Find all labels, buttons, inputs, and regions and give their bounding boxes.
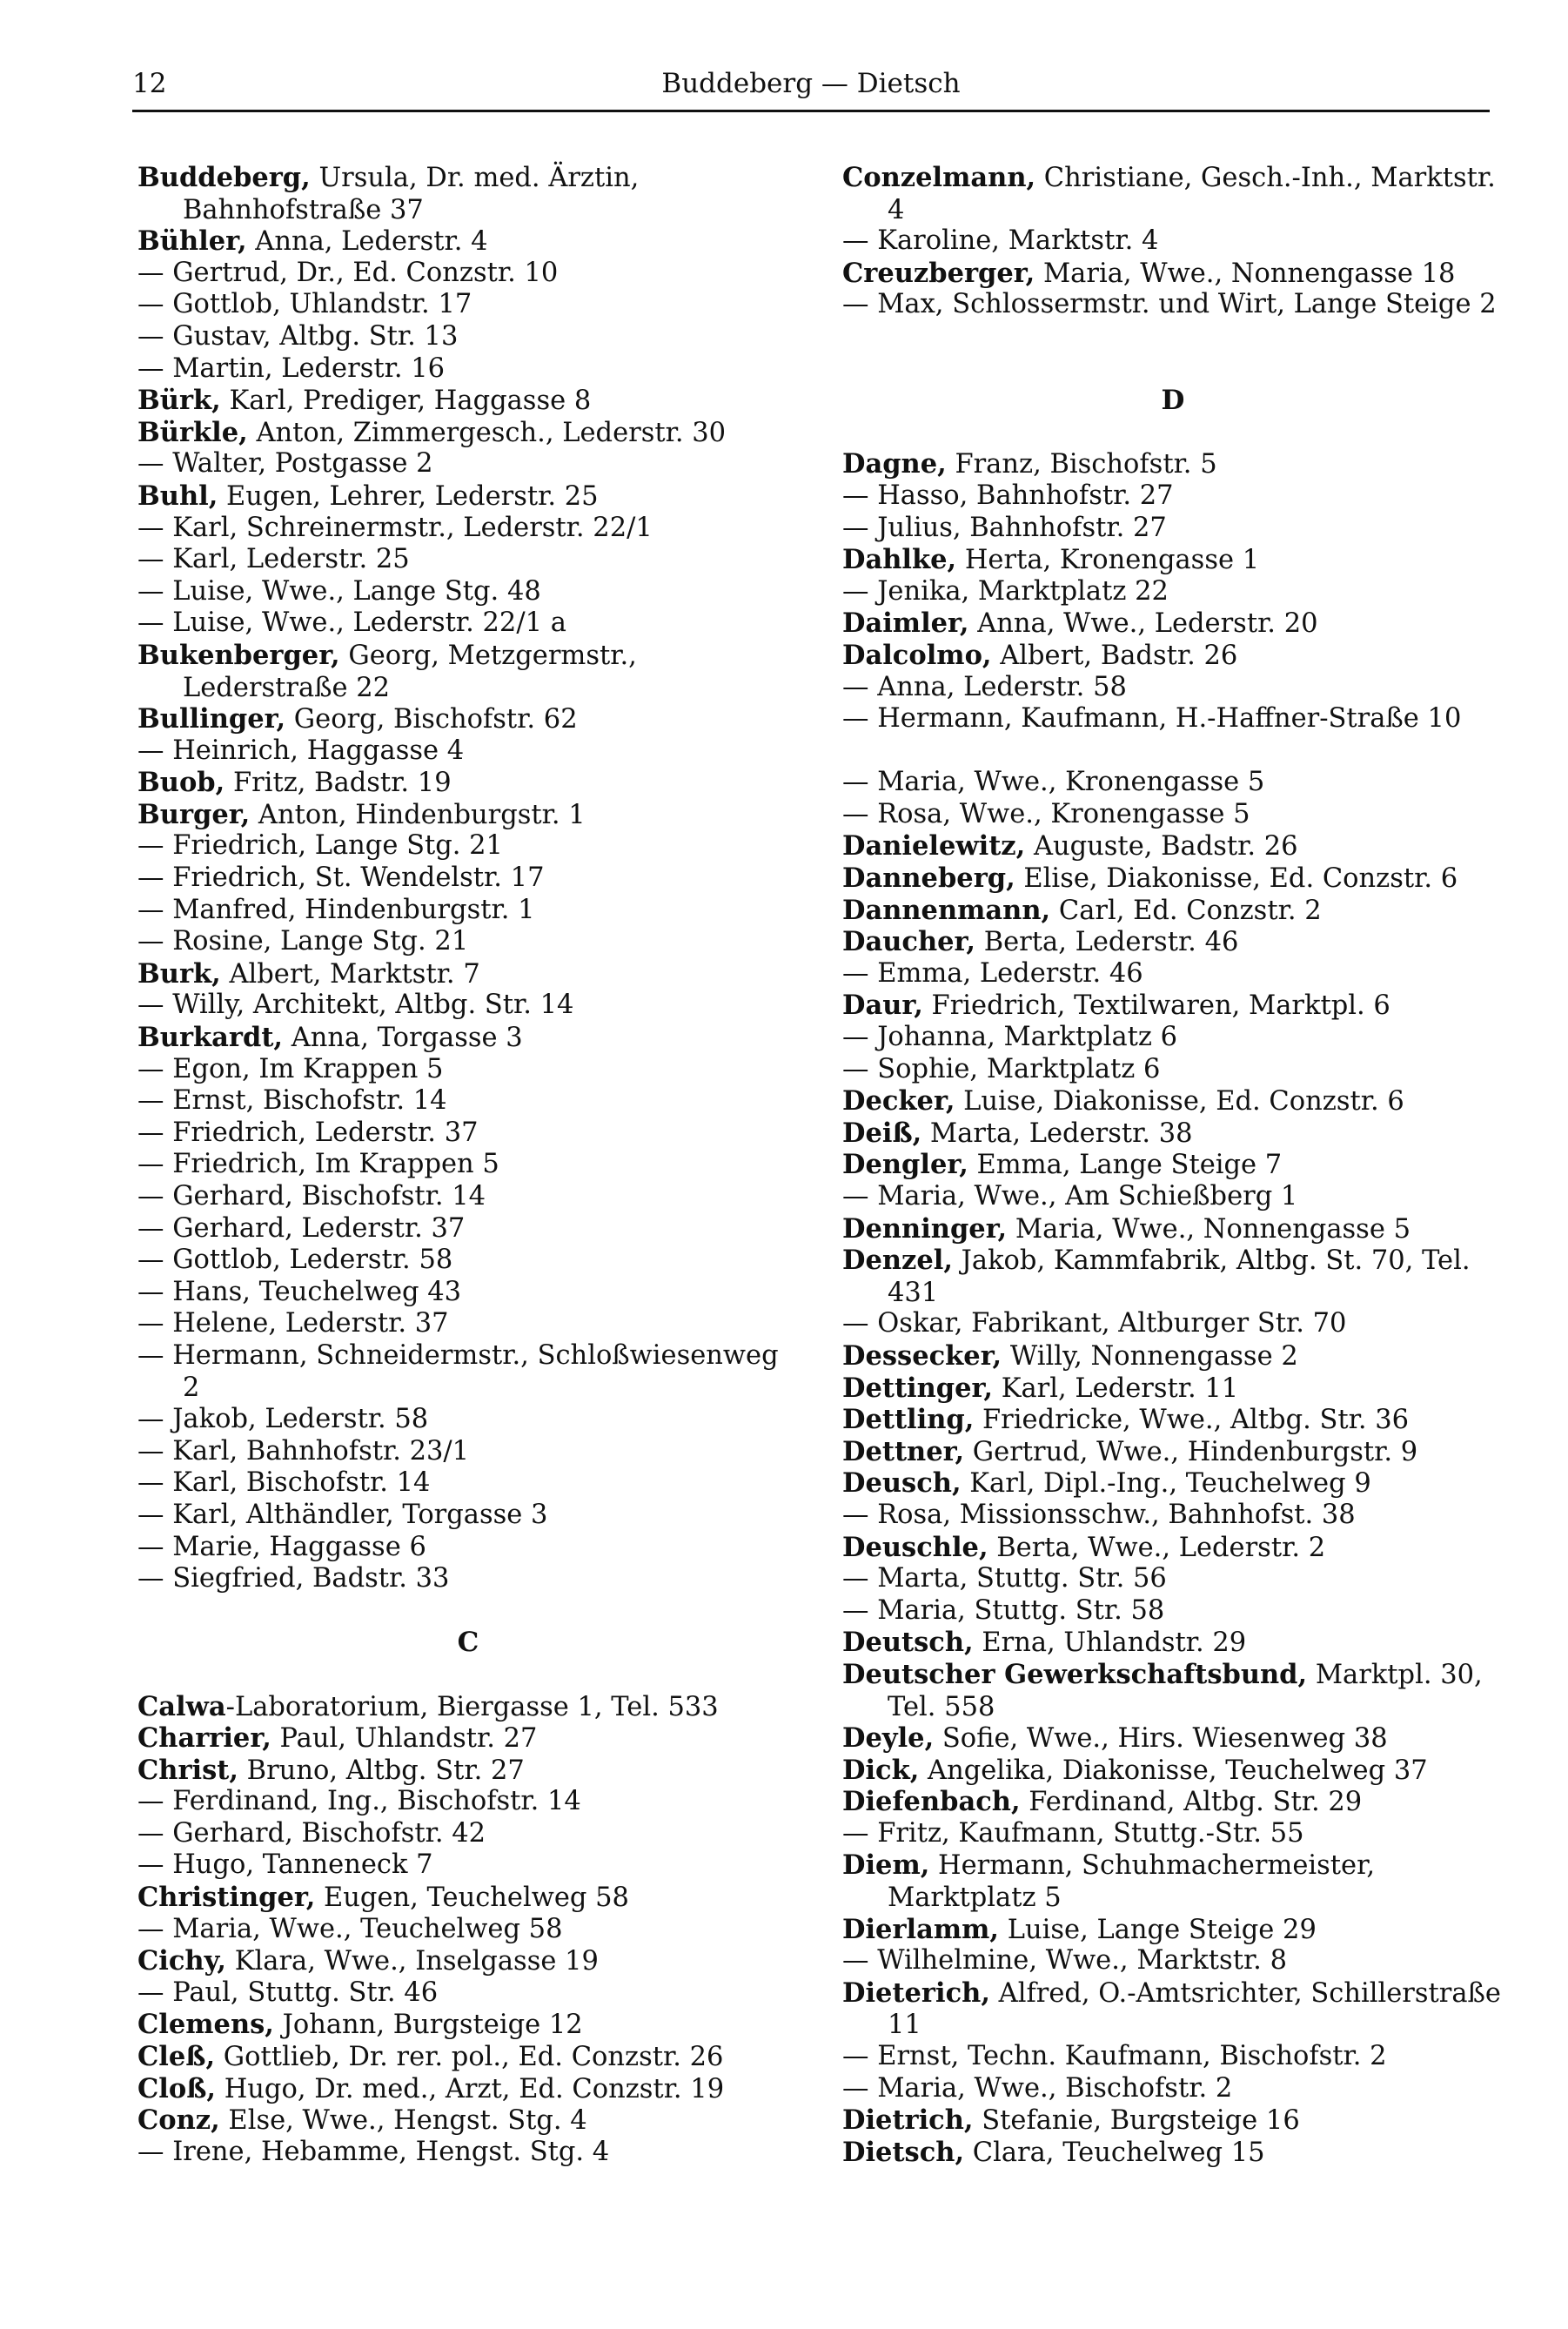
entry-details: — Hermann, Kaufmann, H.-Haffner-Straße 10 bbox=[842, 703, 1462, 735]
entry-surname: Dick, bbox=[842, 1754, 920, 1786]
entry-surname: Deutscher Gewerkschaftsbund, bbox=[842, 1658, 1308, 1690]
directory-entry bbox=[842, 1532, 1504, 1564]
directory-entry bbox=[137, 448, 799, 480]
directory-entry bbox=[137, 1849, 799, 1882]
entry-details: — Rosine, Lange Stg. 21 bbox=[137, 926, 469, 957]
entry-details: Franz, Bischofstr. 5 bbox=[946, 449, 1217, 480]
entry-details: — Karl, Lederstr. 25 bbox=[137, 544, 410, 575]
entry-details: — Sophie, Marktplatz 6 bbox=[842, 1053, 1161, 1084]
entry-details: Anna, Lederstr. 4 bbox=[246, 226, 488, 258]
entry-surname: Buhl, bbox=[137, 480, 218, 512]
entry-details: — Paul, Stuttg. Str. 46 bbox=[137, 1977, 439, 2008]
entry-details: Maria, Wwe., Nonnengasse 18 bbox=[1035, 258, 1456, 289]
entry-surname: Daimler, bbox=[842, 607, 969, 640]
entry-surname: Deutsch, bbox=[842, 1627, 974, 1659]
directory-entry bbox=[842, 672, 1504, 704]
directory-entry bbox=[842, 1659, 1504, 1722]
entry-surname: Christ, bbox=[137, 1754, 238, 1786]
directory-entry bbox=[137, 353, 799, 386]
entry-details: Christiane, Gesch.-Inh., Marktstr. 4 bbox=[888, 163, 1496, 225]
directory-entry bbox=[842, 289, 1504, 352]
directory-entry bbox=[842, 1849, 1504, 1913]
entry-details: — Ernst, Bischofstr. 14 bbox=[137, 1085, 447, 1117]
entry-surname: Cichy, bbox=[137, 1945, 227, 1977]
entry-details: — Irene, Hebamme, Hengst. Stg. 4 bbox=[137, 2136, 610, 2167]
entry-details: Ursula, Dr. med. Ärztin, Bahnhofstraße 37 bbox=[183, 163, 640, 225]
directory-entry bbox=[842, 926, 1504, 958]
directory-entry bbox=[137, 2073, 799, 2105]
directory-entry bbox=[842, 958, 1504, 990]
directory-entry bbox=[842, 2041, 1504, 2073]
entry-surname: Dettling, bbox=[842, 1404, 975, 1436]
entry-details: Luise, Diakonisse, Ed. Conzstr. 6 bbox=[955, 1086, 1404, 1118]
entry-details: Karl, Dipl.-Ing., Teuchelweg 9 bbox=[961, 1468, 1371, 1500]
entry-details: Eugen, Teuchelweg 58 bbox=[315, 1883, 629, 1914]
directory-entry bbox=[137, 417, 799, 449]
entry-details: — Rosa, Missionsschw., Bahnhofst. 38 bbox=[842, 1499, 1356, 1530]
entry-surname: Burk, bbox=[137, 957, 221, 990]
entry-surname: Dettinger, bbox=[842, 1372, 993, 1404]
entry-surname: Deyle, bbox=[842, 1722, 935, 1755]
entry-surname: Dietrich, bbox=[842, 2104, 974, 2137]
directory-entry bbox=[137, 1467, 799, 1500]
directory-entry bbox=[137, 1532, 799, 1564]
page-number: 12 bbox=[132, 68, 167, 99]
entry-details: Hugo, Dr. med., Arzt, Ed. Conzstr. 19 bbox=[216, 2073, 725, 2104]
directory-entry bbox=[137, 576, 799, 608]
entry-details: Marta, Lederstr. 38 bbox=[921, 1118, 1193, 1149]
entry-details: Clara, Teuchelweg 15 bbox=[964, 2137, 1265, 2168]
entry-details: Willy, Nonnengasse 2 bbox=[1002, 1340, 1298, 1372]
entry-details: Klara, Wwe., Inselgasse 19 bbox=[226, 1946, 599, 1977]
entry-surname: Danneberg, bbox=[842, 862, 1015, 895]
directory-entry bbox=[842, 1818, 1504, 1850]
directory-entry bbox=[137, 1786, 799, 1818]
directory-entry bbox=[842, 862, 1504, 895]
entry-details: Herta, Kronengasse 1 bbox=[956, 545, 1260, 576]
directory-entry bbox=[137, 607, 799, 640]
entry-details: Alfred, O.-Amtsrichter, Schillerstraße 11 bbox=[888, 1977, 1501, 2041]
directory-entry bbox=[842, 990, 1504, 1022]
directory-entry bbox=[842, 576, 1504, 608]
entry-details: — Friedrich, Im Krappen 5 bbox=[137, 1149, 499, 1180]
entry-details: — Johanna, Marktplatz 6 bbox=[842, 1022, 1178, 1053]
entry-details: — Ernst, Techn. Kaufmann, Bischofstr. 2 bbox=[842, 2041, 1387, 2072]
directory-entry bbox=[842, 1373, 1504, 1405]
entry-details: — Karl, Althändler, Torgasse 3 bbox=[137, 1499, 548, 1530]
directory-entry bbox=[137, 1149, 799, 1181]
directory-entry bbox=[842, 1118, 1504, 1150]
directory-entry bbox=[137, 513, 799, 545]
entry-details: Maria, Wwe., Nonnengasse 5 bbox=[1007, 1213, 1411, 1245]
entry-surname: Creuzberger, bbox=[842, 257, 1035, 289]
directory-entry bbox=[842, 1563, 1504, 1595]
directory-entry bbox=[137, 1118, 799, 1150]
directory-entry bbox=[137, 385, 799, 417]
directory-entry bbox=[842, 1467, 1504, 1500]
entry-details: — Egon, Im Krappen 5 bbox=[137, 1053, 444, 1084]
directory-entry bbox=[842, 544, 1504, 576]
entry-details: Karl, Prediger, Haggasse 8 bbox=[220, 386, 592, 417]
directory-entry bbox=[842, 1914, 1504, 1946]
directory-entry bbox=[842, 225, 1504, 258]
directory-entry bbox=[137, 1755, 799, 1787]
entry-details: — Karl, Bischofstr. 14 bbox=[137, 1467, 431, 1499]
entry-details: — Oskar, Fabrikant, Altburger Str. 70 bbox=[842, 1308, 1347, 1339]
directory-entry bbox=[137, 1914, 799, 1946]
directory-entry bbox=[842, 513, 1504, 545]
entry-surname: Daucher, bbox=[842, 926, 976, 958]
left-column bbox=[137, 162, 799, 2168]
entry-details: Anton, Zimmergesch., Lederstr. 30 bbox=[247, 417, 727, 448]
entry-details: — Heinrich, Haggasse 4 bbox=[137, 735, 465, 766]
entry-surname: Bukenberger, bbox=[137, 639, 340, 671]
entry-surname: Dalcolmo, bbox=[842, 639, 992, 671]
entry-surname: Buob, bbox=[137, 767, 225, 799]
directory-entry bbox=[842, 1500, 1504, 1532]
entry-details: Albert, Marktstr. 7 bbox=[220, 958, 480, 990]
directory-entry bbox=[842, 1340, 1504, 1373]
directory-entry bbox=[137, 1563, 799, 1595]
entry-surname: Deuschle, bbox=[842, 1531, 988, 1563]
entry-surname: Dagne, bbox=[842, 448, 947, 480]
entry-details: Sofie, Wwe., Hirs. Wiesenweg 38 bbox=[934, 1723, 1388, 1755]
directory-entry bbox=[842, 1722, 1504, 1755]
entry-details: — Ferdinand, Ing., Bischofstr. 14 bbox=[137, 1786, 581, 1817]
entry-surname: Burger, bbox=[137, 798, 251, 830]
entry-details: — Gustav, Altbg. Str. 13 bbox=[137, 320, 459, 352]
entry-surname: Burkardt, bbox=[137, 1022, 284, 1054]
directory-entry bbox=[137, 926, 799, 958]
entry-details: — Helene, Lederstr. 37 bbox=[137, 1308, 449, 1339]
directory-entry bbox=[137, 703, 799, 735]
entry-details: — Friedrich, Lederstr. 37 bbox=[137, 1117, 479, 1148]
entry-details: — Maria, Wwe., Teuchelweg 58 bbox=[137, 1913, 563, 1944]
entry-details: — Max, Schlossermstr. und Wirt, Lange Steige 2 bbox=[842, 289, 1497, 320]
directory-entry bbox=[137, 1054, 799, 1086]
directory-entry bbox=[842, 480, 1504, 513]
entry-details: — Friedrich, St. Wendelstr. 17 bbox=[137, 862, 545, 894]
entry-details: — Maria, Wwe., Bischofstr. 2 bbox=[842, 2072, 1233, 2104]
entry-surname: Cloß, bbox=[137, 2072, 216, 2104]
entry-details: Anna, Torgasse 3 bbox=[283, 1023, 523, 1054]
entry-details: — Walter, Postgasse 2 bbox=[137, 448, 433, 480]
entry-details: Johann, Burgsteige 12 bbox=[273, 2010, 583, 2041]
entry-details: — Maria, Wwe., Am Schießberg 1 bbox=[842, 1181, 1298, 1212]
entry-details: — Friedrich, Lange Stg. 21 bbox=[137, 830, 503, 862]
directory-entry bbox=[137, 2104, 799, 2137]
entry-surname: Dahlke, bbox=[842, 544, 957, 576]
page-header bbox=[132, 61, 1490, 112]
entry-details: — Marie, Haggasse 6 bbox=[137, 1531, 426, 1562]
directory-entry bbox=[137, 258, 799, 290]
directory-entry bbox=[137, 544, 799, 576]
directory-entry bbox=[842, 830, 1504, 862]
directory-entry bbox=[842, 607, 1504, 640]
entry-surname: Diem, bbox=[842, 1849, 930, 1882]
directory-entry bbox=[137, 1818, 799, 1850]
directory-entry bbox=[137, 735, 799, 768]
entry-details: Jakob, Kammfabrik, Altbg. St. 70, Tel. 431 bbox=[888, 1245, 1471, 1308]
directory-entry bbox=[842, 1308, 1504, 1340]
entry-details: — Emma, Lederstr. 46 bbox=[842, 957, 1143, 989]
entry-details: Georg, Bischofstr. 62 bbox=[285, 704, 578, 735]
entry-details: Angelika, Diakonisse, Teuchelweg 37 bbox=[919, 1755, 1428, 1786]
directory-entry bbox=[137, 1722, 799, 1755]
entry-surname: Dengler, bbox=[842, 1149, 968, 1181]
directory-entry bbox=[842, 1054, 1504, 1086]
section-letter: D bbox=[1161, 384, 1185, 416]
directory-entry bbox=[137, 1022, 799, 1054]
entry-details: Berta, Wwe., Lederstr. 2 bbox=[988, 1532, 1326, 1563]
directory-entry bbox=[842, 1945, 1504, 1977]
entry-details: Berta, Lederstr. 46 bbox=[975, 927, 1239, 958]
directory-entry bbox=[842, 640, 1504, 672]
entry-surname: Bullinger, bbox=[137, 703, 286, 735]
entry-details: Friedrich, Textilwaren, Marktpl. 6 bbox=[922, 990, 1390, 1022]
directory-entry bbox=[137, 830, 799, 862]
entry-details: — Rosa, Wwe., Kronengasse 5 bbox=[842, 798, 1250, 829]
directory-entry bbox=[842, 1786, 1504, 1818]
directory-entry bbox=[137, 895, 799, 927]
entry-surname: Dieterich, bbox=[842, 1977, 990, 2009]
directory-entry bbox=[137, 640, 799, 703]
directory-entry bbox=[842, 1181, 1504, 1213]
entry-surname: Dierlamm, bbox=[842, 1913, 1000, 1945]
entry-details: — Julius, Bahnhofstr. 27 bbox=[842, 512, 1167, 543]
directory-entry bbox=[842, 1213, 1504, 1245]
entry-surname: Dietsch, bbox=[842, 2136, 965, 2168]
entry-surname: Dettner, bbox=[842, 1435, 965, 1467]
directory-entry bbox=[137, 862, 799, 895]
directory-entry bbox=[137, 1691, 799, 1723]
directory-entry bbox=[137, 1277, 799, 1309]
directory-entry bbox=[842, 1149, 1504, 1181]
entry-details: Anton, Hindenburgstr. 1 bbox=[250, 799, 586, 830]
entry-surname: Charrier, bbox=[137, 1722, 271, 1755]
entry-details: — Karoline, Marktstr. 4 bbox=[842, 225, 1159, 257]
directory-entry bbox=[842, 162, 1504, 225]
entry-details: Erna, Uhlandstr. 29 bbox=[973, 1628, 1247, 1659]
entry-details: Marktpl. 30, Tel. 558 bbox=[888, 1659, 1483, 1722]
entry-details: — Jakob, Lederstr. 58 bbox=[137, 1404, 429, 1435]
entry-details: — Marta, Stuttg. Str. 56 bbox=[842, 1563, 1167, 1594]
entry-details: — Karl, Schreinermstr., Lederstr. 22/1 bbox=[137, 512, 653, 543]
entry-details: Albert, Badstr. 26 bbox=[991, 640, 1238, 671]
entry-surname: Clemens, bbox=[137, 2009, 274, 2041]
directory-entry bbox=[842, 767, 1504, 799]
entry-details: — Luise, Wwe., Lange Stg. 48 bbox=[137, 575, 541, 607]
entry-details: — Siegfried, Badstr. 33 bbox=[137, 1563, 450, 1594]
entry-details: Gertrud, Wwe., Hindenburgstr. 9 bbox=[964, 1436, 1418, 1467]
directory-entry bbox=[842, 1595, 1504, 1628]
entry-details: Friedricke, Wwe., Altbg. Str. 36 bbox=[974, 1405, 1410, 1436]
directory-entry bbox=[842, 1085, 1504, 1118]
entry-surname: Danielewitz, bbox=[842, 830, 1026, 862]
directory-entry bbox=[842, 2137, 1504, 2169]
entry-details: — Fritz, Kaufmann, Stuttg.-Str. 55 bbox=[842, 1817, 1304, 1849]
entry-details: Auguste, Badstr. 26 bbox=[1025, 831, 1298, 862]
entry-details: — Hans, Teuchelweg 43 bbox=[137, 1276, 462, 1307]
entry-details: Luise, Lange Steige 29 bbox=[999, 1914, 1317, 1945]
entry-details: -Laboratorium, Biergasse 1, Tel. 533 bbox=[225, 1691, 719, 1722]
directory-entry bbox=[842, 799, 1504, 831]
directory-entry bbox=[137, 1213, 799, 1245]
directory-entry bbox=[137, 1436, 799, 1468]
directory-entry bbox=[137, 480, 799, 513]
entry-details: Elise, Diakonisse, Ed. Conzstr. 6 bbox=[1015, 863, 1458, 895]
directory-entry bbox=[137, 1977, 799, 2010]
entry-details: — Martin, Lederstr. 16 bbox=[137, 352, 446, 384]
directory-entry bbox=[137, 958, 799, 990]
entry-details: Gottlieb, Dr. rer. pol., Ed. Conzstr. 26 bbox=[215, 2042, 724, 2073]
entry-details: Stefanie, Burgsteige 16 bbox=[973, 2105, 1300, 2137]
entry-details: — Gerhard, Bischofstr. 42 bbox=[137, 1817, 486, 1849]
entry-surname: Denzel, bbox=[842, 1245, 953, 1277]
directory-entry bbox=[842, 258, 1504, 290]
entry-details: — Gertrud, Dr., Ed. Conzstr. 10 bbox=[137, 257, 559, 288]
directory-entry bbox=[137, 1404, 799, 1436]
directory-entry bbox=[137, 1181, 799, 1213]
directory-entry bbox=[137, 767, 799, 799]
entry-details: — Maria, Stuttg. Str. 58 bbox=[842, 1594, 1165, 1626]
entry-details: — Wilhelmine, Wwe., Marktstr. 8 bbox=[842, 1945, 1287, 1977]
entry-surname: Bürkle, bbox=[137, 416, 248, 448]
directory-entry bbox=[137, 1340, 799, 1404]
entry-details: Bruno, Altbg. Str. 27 bbox=[238, 1755, 525, 1786]
directory-entry bbox=[137, 799, 799, 831]
entry-surname: Calwa bbox=[137, 1690, 226, 1722]
entry-details: Else, Wwe., Hengst. Stg. 4 bbox=[219, 2105, 587, 2137]
entry-details: Hermann, Schuhmachermeister, Marktplatz 5 bbox=[888, 1850, 1376, 1914]
entry-details: — Manfred, Hindenburgstr. 1 bbox=[137, 894, 535, 925]
entry-details: Ferdinand, Altbg. Str. 29 bbox=[1020, 1787, 1363, 1818]
directory-entry bbox=[137, 321, 799, 353]
section-letter: C bbox=[457, 1626, 479, 1658]
directory-entry bbox=[842, 2104, 1504, 2137]
entry-details: — Hasso, Bahnhofstr. 27 bbox=[842, 480, 1174, 511]
entry-surname: Dessecker, bbox=[842, 1339, 1002, 1372]
running-head: Buddeberg — Dietsch bbox=[661, 68, 961, 99]
directory-entry bbox=[137, 162, 799, 225]
entry-details: Karl, Lederstr. 11 bbox=[993, 1373, 1239, 1404]
directory-entry bbox=[137, 1245, 799, 1277]
entry-details: — Anna, Lederstr. 58 bbox=[842, 671, 1127, 702]
entry-surname: Cleß, bbox=[137, 2041, 216, 2073]
entry-details: Carl, Ed. Conzstr. 2 bbox=[1050, 895, 1322, 926]
entry-surname: Deiß, bbox=[842, 1117, 922, 1149]
entry-details: Paul, Uhlandstr. 27 bbox=[271, 1723, 538, 1755]
entry-surname: Dannenmann, bbox=[842, 894, 1051, 926]
directory-entry bbox=[842, 2073, 1504, 2105]
entry-details: — Gottlob, Uhlandstr. 17 bbox=[137, 289, 472, 320]
entry-surname: Bürk, bbox=[137, 385, 221, 417]
directory-entry bbox=[137, 1308, 799, 1340]
directory-entry bbox=[137, 1882, 799, 1914]
directory-entry bbox=[842, 1022, 1504, 1054]
entry-details: — Gerhard, Lederstr. 37 bbox=[137, 1212, 466, 1244]
right-column bbox=[842, 162, 1504, 2168]
entry-details: Eugen, Lehrer, Lederstr. 25 bbox=[218, 480, 599, 512]
directory-entry bbox=[137, 990, 799, 1022]
entry-details: — Luise, Wwe., Lederstr. 22/1 a bbox=[137, 607, 566, 639]
directory-entry bbox=[137, 225, 799, 258]
directory-entry bbox=[842, 1755, 1504, 1787]
directory-entry bbox=[137, 1500, 799, 1532]
directory-entry bbox=[842, 1627, 1504, 1659]
entry-details: — Hugo, Tanneneck 7 bbox=[137, 1849, 433, 1881]
directory-entry bbox=[137, 1085, 799, 1118]
entry-details: — Willy, Architekt, Altbg. Str. 14 bbox=[137, 990, 574, 1021]
entry-surname: Christinger, bbox=[137, 1882, 316, 1914]
directory-entry bbox=[842, 448, 1504, 480]
directory-entry bbox=[842, 1404, 1504, 1436]
entry-details: — Karl, Bahnhofstr. 23/1 bbox=[137, 1435, 470, 1467]
entry-surname: Bühler, bbox=[137, 225, 247, 258]
entry-surname: Conz, bbox=[137, 2104, 220, 2137]
entry-details: — Hermann, Schneidermstr., Schloßwiesenweg 2 bbox=[137, 1339, 779, 1403]
entry-surname: Diefenbach, bbox=[842, 1786, 1021, 1818]
directory-entry bbox=[137, 1945, 799, 1977]
entry-details: Emma, Lange Steige 7 bbox=[968, 1150, 1283, 1181]
directory-entry bbox=[137, 2009, 799, 2041]
entry-details: Georg, Metzgermstr., Lederstraße 22 bbox=[183, 640, 637, 703]
directory-entry bbox=[137, 2137, 799, 2169]
directory-entry bbox=[842, 703, 1504, 767]
entry-details: — Gerhard, Bischofstr. 14 bbox=[137, 1181, 486, 1211]
directory-entry bbox=[137, 2041, 799, 2073]
directory-entry bbox=[842, 1245, 1504, 1308]
directory-entry bbox=[137, 289, 799, 321]
entry-surname: Buddeberg, bbox=[137, 162, 311, 193]
entry-surname: Decker, bbox=[842, 1085, 955, 1118]
entry-surname: Deusch, bbox=[842, 1467, 962, 1500]
entry-details: — Gottlob, Lederstr. 58 bbox=[137, 1245, 453, 1276]
entry-details: Fritz, Badstr. 19 bbox=[224, 768, 452, 799]
entry-details: Anna, Wwe., Lederstr. 20 bbox=[968, 608, 1318, 640]
entry-surname: Conzelmann, bbox=[842, 162, 1036, 193]
entry-surname: Denninger, bbox=[842, 1212, 1008, 1245]
directory-entry bbox=[842, 895, 1504, 927]
directory-entry bbox=[842, 1436, 1504, 1468]
entry-details: — Jenika, Marktplatz 22 bbox=[842, 575, 1169, 607]
directory-entry bbox=[842, 1977, 1504, 2041]
entry-surname: Daur, bbox=[842, 990, 923, 1022]
entry-details: — Maria, Wwe., Kronengasse 5 bbox=[842, 767, 1265, 798]
